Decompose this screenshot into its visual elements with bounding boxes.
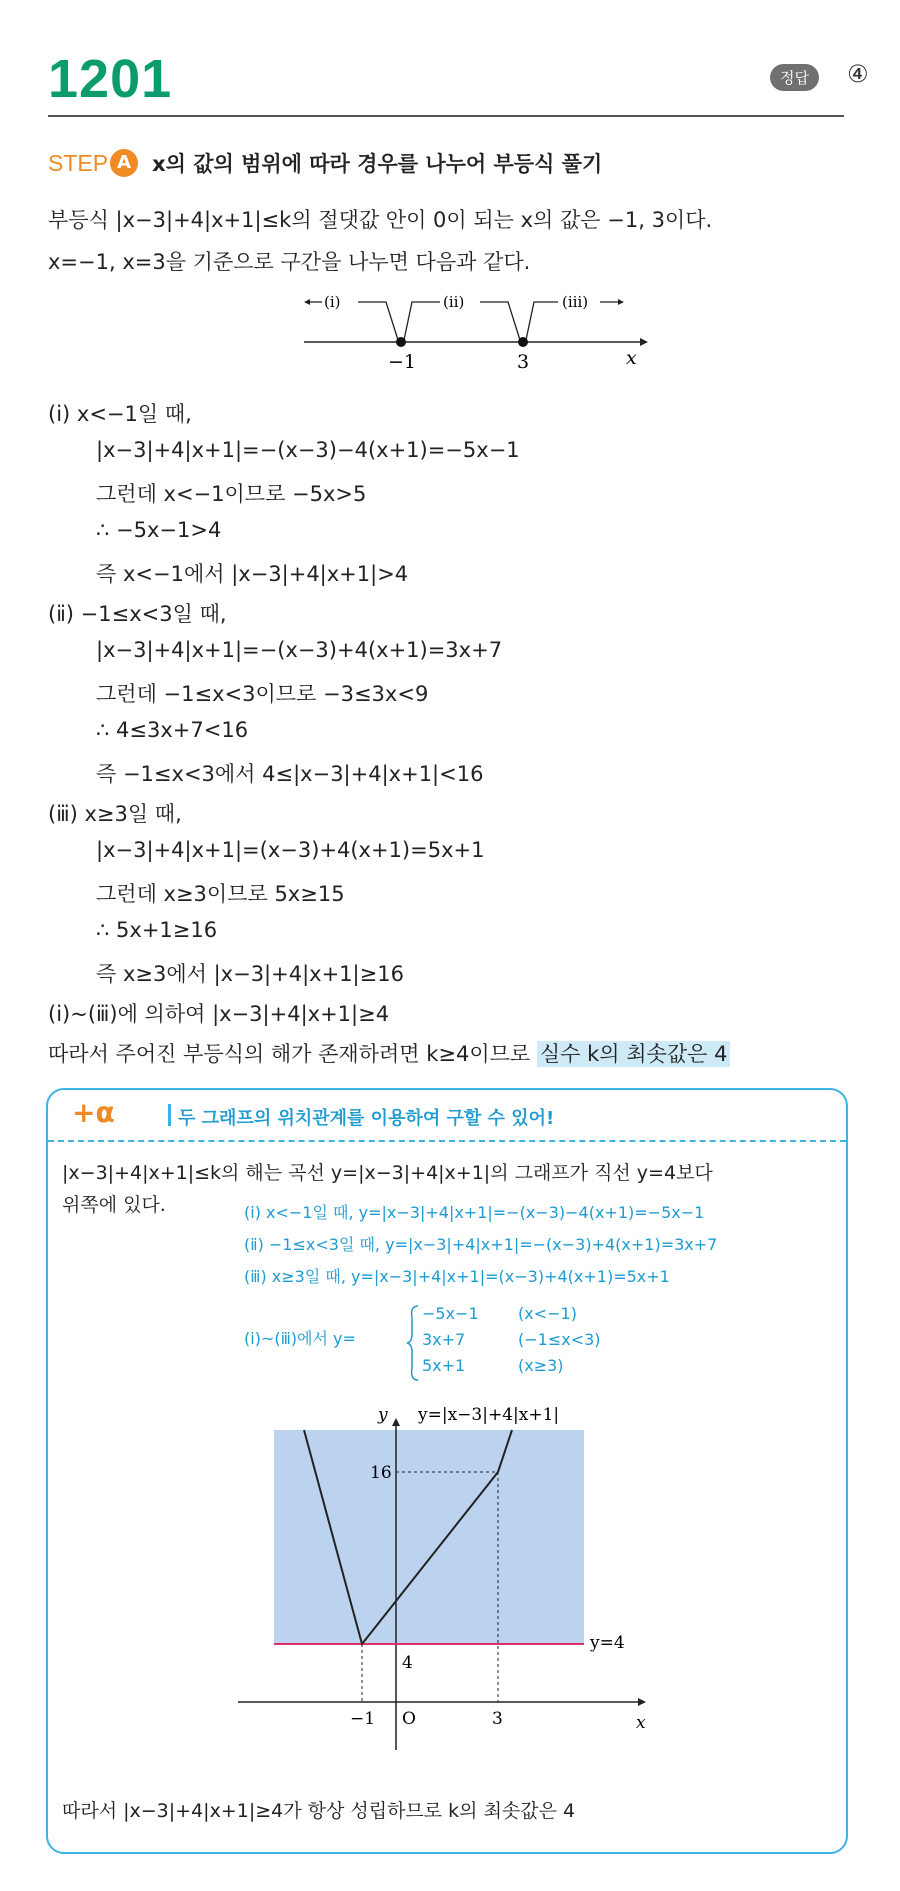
x-axis-label: x (636, 1713, 646, 1733)
piecewise-prefix: (ⅰ)~(ⅲ)에서 y= (244, 1329, 356, 1348)
plus-alpha-icon: +α (72, 1096, 115, 1129)
tick-minus-one: −1 (388, 351, 417, 372)
tip-divider (168, 1104, 171, 1126)
case-2-line-2: 그런데 −1≤x<3이므로 −3≤3x<9 (96, 682, 429, 706)
case-2-line-4: 즉 −1≤x<3에서 4≤|x−3|+4|x+1|<16 (96, 762, 484, 786)
conclusion-text: 따라서 주어진 부등식의 해가 존재하려면 k≥4이므로 (48, 1042, 537, 1066)
case-3-head: (ⅲ) x≥3일 때, (48, 802, 182, 826)
interval-label-3: (ⅲ) (562, 293, 589, 311)
number-line-diagram (300, 286, 650, 372)
y-tick-4: 4 (402, 1653, 413, 1673)
case-2-head: (ⅱ) −1≤x<3일 때, (48, 602, 227, 626)
shaded-region (274, 1430, 584, 1644)
point-three (518, 337, 528, 347)
axis-x-label: x (626, 347, 637, 369)
y-axis-label: y (378, 1405, 388, 1425)
case-1-line-4: 즉 x<−1에서 |x−3|+4|x+1|>4 (96, 562, 409, 586)
piecewise-expr-1: −5x−1 (422, 1304, 479, 1323)
step-badge: A (110, 149, 138, 177)
step-title: x의 값의 범위에 따라 경우를 나누어 부등식 풀기 (152, 152, 603, 176)
tip-case-3: (ⅲ) x≥3일 때, y=|x−3|+4|x+1|=(x−3)+4(x+1)=5x+1 (244, 1267, 670, 1286)
piecewise-cond-3: (x≥3) (518, 1356, 564, 1375)
case-2-line-3: ∴ 4≤3x+7<16 (96, 718, 249, 742)
x-axis-arrow (638, 1698, 646, 1706)
intro-line-2: x=−1, x=3을 기준으로 구간을 나누면 다음과 같다. (48, 250, 531, 274)
tip-title: 두 그래프의 위치관계를 이용하여 구할 수 있어! (178, 1108, 555, 1129)
x-tick-3: 3 (492, 1709, 503, 1729)
line-label: y=4 (590, 1633, 625, 1653)
answer-label: 정답 (770, 64, 819, 91)
curve-label: y=|x−3|+4|x+1| (418, 1405, 560, 1425)
case-1-line-2: 그런데 x<−1이므로 −5x>5 (96, 482, 367, 506)
tick-three: 3 (517, 351, 530, 372)
step-heading (48, 148, 602, 179)
problem-number: 1201 (48, 49, 173, 109)
case-1-head: (ⅰ) x<−1일 때, (48, 402, 192, 426)
bracket-1-right (358, 302, 398, 340)
tip-case-2: (ⅱ) −1≤x<3일 때, y=|x−3|+4|x+1|=−(x−3)+4(x+1)=3x+7 (244, 1235, 718, 1254)
bracket-3-arrowhead (618, 299, 624, 305)
case-1-line-3: ∴ −5x−1>4 (96, 518, 222, 542)
tip-desc-1: |x−3|+4|x+1|≤k의 해는 곡선 y=|x−3|+4|x+1|의 그래프가 직선 y=4보다 (62, 1162, 713, 1184)
conclusion-highlight: 실수 k의 최솟값은 4 (537, 1041, 731, 1067)
conclusion-line-1: (ⅰ)~(ⅲ)에 의하여 |x−3|+4|x+1|≥4 (48, 1002, 390, 1026)
header-divider (48, 115, 844, 117)
x-tick-minus-1: −1 (350, 1709, 376, 1729)
y-tick-16: 16 (370, 1463, 392, 1483)
step-label: STEP (48, 150, 109, 176)
point-minus-one (396, 337, 406, 347)
conclusion-line-2 (48, 1038, 730, 1068)
case-1-line-1: |x−3|+4|x+1|=−(x−3)−4(x+1)=−5x−1 (96, 438, 520, 462)
bracket-3-left (526, 302, 558, 340)
tip-box (46, 1088, 848, 1854)
case-3-line-3: ∴ 5x+1≥16 (96, 918, 218, 942)
bracket-1-arrowhead (304, 299, 310, 305)
answer-value: ④ (847, 60, 869, 88)
tip-case-1: (ⅰ) x<−1일 때, y=|x−3|+4|x+1|=−(x−3)−4(x+1)=−5x−1 (244, 1203, 705, 1222)
piecewise-cond-1: (x<−1) (518, 1304, 577, 1323)
number-line-arrow (640, 338, 648, 346)
interval-label-2: (ⅱ) (443, 293, 465, 311)
graph (228, 1390, 688, 1770)
tip-desc-2: 위쪽에 있다. (62, 1194, 166, 1216)
piecewise-expr-3: 5x+1 (422, 1356, 466, 1375)
case-3-line-2: 그런데 x≥3이므로 5x≥15 (96, 882, 345, 906)
origin-label: O (402, 1709, 416, 1729)
tip-header (48, 1090, 846, 1142)
case-2-line-1: |x−3|+4|x+1|=−(x−3)+4(x+1)=3x+7 (96, 638, 503, 662)
bracket-2-left (404, 302, 440, 340)
case-3-line-1: |x−3|+4|x+1|=(x−3)+4(x+1)=5x+1 (96, 838, 485, 862)
intro-line-1: 부등식 |x−3|+4|x+1|≤k의 절댓값 안이 0이 되는 x의 값은 −1, 3이다. (48, 208, 713, 232)
interval-label-1: (ⅰ) (324, 293, 341, 311)
y-axis-arrow (392, 1418, 400, 1426)
piecewise-cond-2: (−1≤x<3) (518, 1330, 601, 1349)
piecewise-brace (406, 1304, 420, 1382)
case-3-line-4: 즉 x≥3에서 |x−3|+4|x+1|≥16 (96, 962, 404, 986)
tip-final: 따라서 |x−3|+4|x+1|≥4가 항상 성립하므로 k의 최솟값은 4 (62, 1800, 576, 1822)
bracket-2-right (480, 302, 520, 340)
piecewise-expr-2: 3x+7 (422, 1330, 466, 1349)
